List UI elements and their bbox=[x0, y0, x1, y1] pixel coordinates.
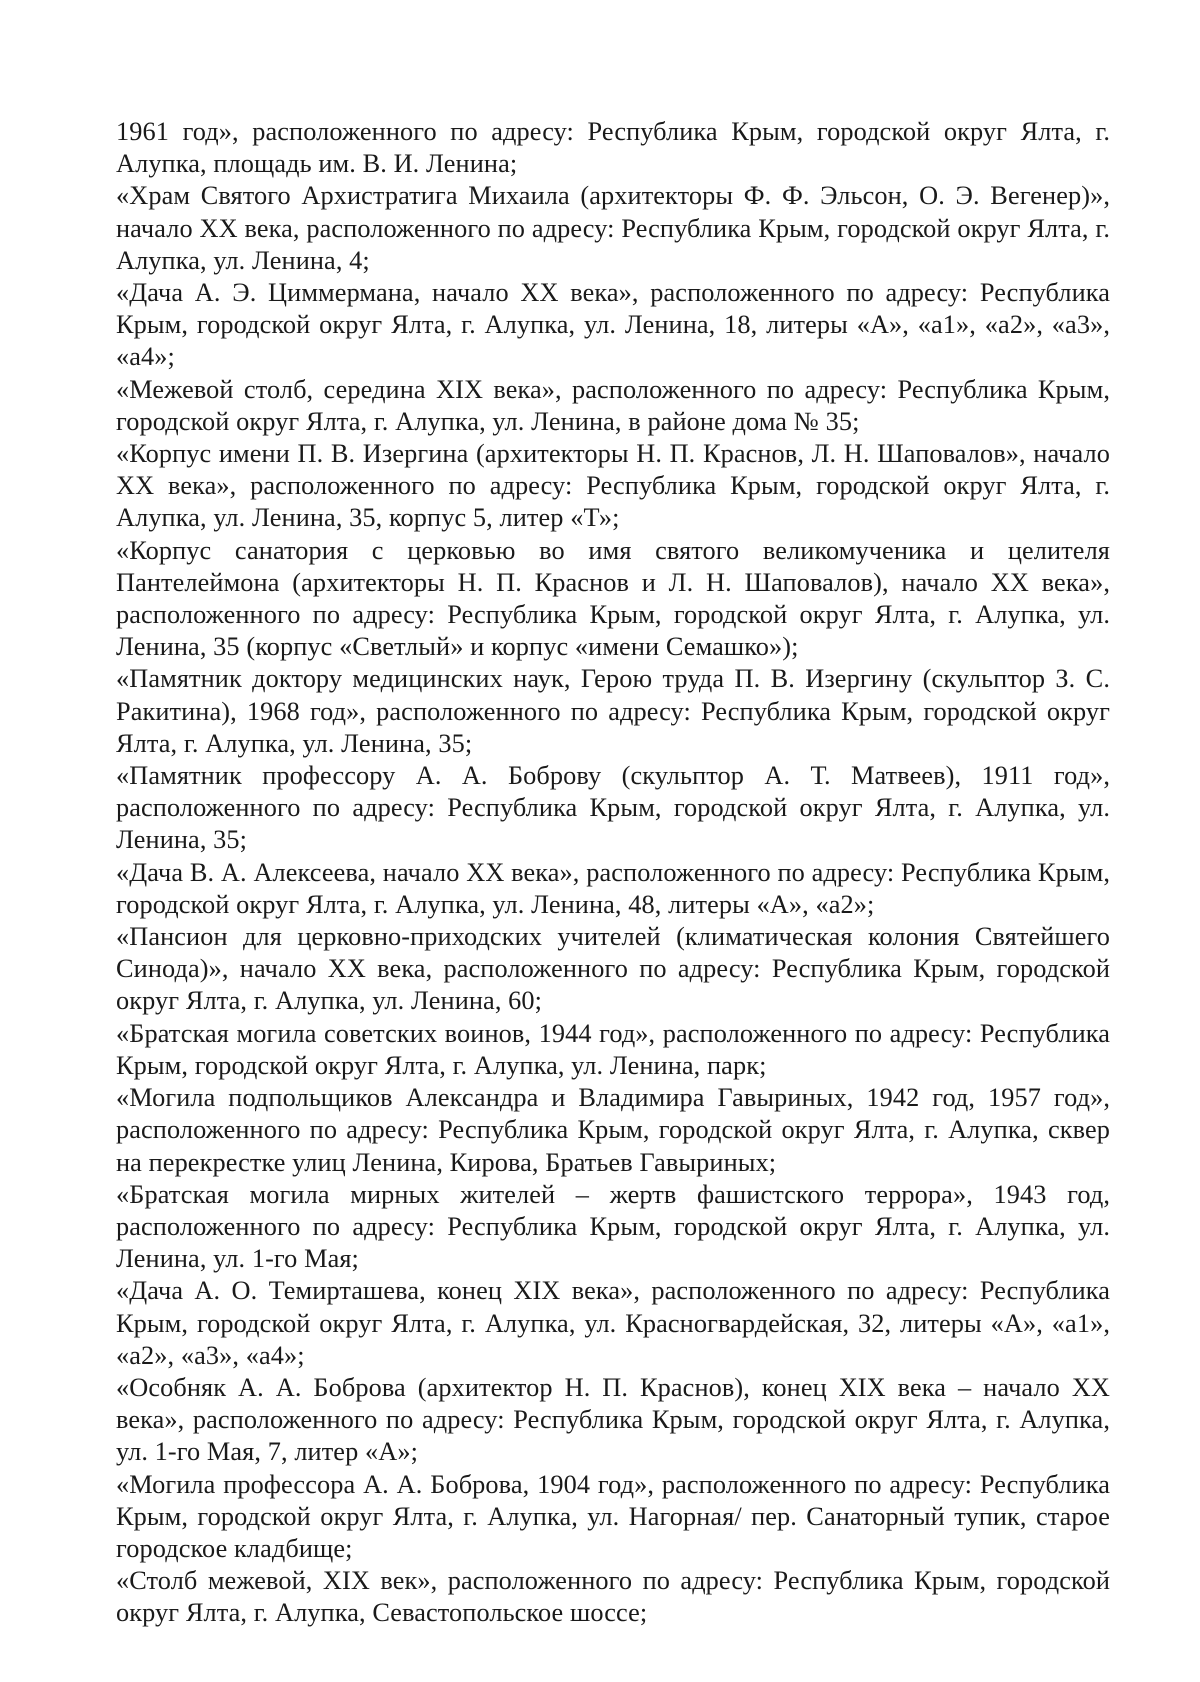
entry-boundary-pillar-lenin-35: «Межевой столб, середина XIX века», расположенного по адресу: Республика Крым, городской округ Ялта, г. Алупка, ул. Ленина, в районе дома № 35; bbox=[116, 374, 1110, 436]
entry-sanatorium-church-panteleimon: «Корпус санатория с церковью во имя святого великомученика и целителя Пантелеймона (архитекторы Н. П. Краснов и Л. Н. Шаповалов), начало XX века», расположенного по адресу: Республика Крым, городской округ Ялта, г. Алупка, ул. Ленина, 35 (корпус «Светлый» и корпус «имени Семашко»); bbox=[116, 535, 1110, 662]
entry-izergin-building: «Корпус имени П. В. Изергина (архитекторы Н. П. Краснов, Л. Н. Шаповалов», начало XX века», расположенного по адресу: Республика Крым, городской округ Ялта, г. Алупка, ул. Ленина, 35, корпус 5, литер «Т»; bbox=[116, 439, 1110, 533]
entry-boundary-pillar-sevastopol-highway: «Столб межевой, XIX век», расположенного по адресу: Республика Крым, городской округ Ялта, г. Алупка, Севастопольское шоссе; bbox=[116, 1566, 1110, 1628]
entry-gavyriny-grave: «Могила подпольщиков Александра и Владимира Гавыриных, 1942 год, 1957 год», расположенного по адресу: Республика Крым, городской округ Ялта, г. Алупка, сквер на перекрестке улиц Ленина, Кирова, Братьев Гавыриных; bbox=[116, 1083, 1110, 1177]
entry-alupka-lenin-square: 1961 год», расположенного по адресу: Республика Крым, городской округ Ялта, г. Алупка, площадь им. В. И. Ленина; bbox=[116, 117, 1110, 179]
entry-soviet-soldiers-grave: «Братская могила советских воинов, 1944 год», расположенного по адресу: Республика Крым, городской округ Ялта, г. Алупка, ул. Ленина, парк; bbox=[116, 1018, 1110, 1080]
entry-dacha-alekseev: «Дача В. А. Алексеева, начало XX века», расположенного по адресу: Республика Крым, городской округ Ялта, г. Алупка, ул. Ленина, 48, литеры «А», «а2»; bbox=[116, 857, 1110, 919]
entry-civilian-victims-grave: «Братская могила мирных жителей – жертв фашистского террора», 1943 год, расположенного по адресу: Республика Крым, городской округ Ялта, г. Алупка, ул. Ленина, ул. 1-го Мая; bbox=[116, 1179, 1110, 1274]
entry-teachers-pension: «Пансион для церковно-приходских учителей (климатическая колония Святейшего Синода)», начало XX века, расположенного по адресу: Республика Крым, городской округ Ялта, г. Алупка, ул. Ленина, 60; bbox=[116, 922, 1110, 1016]
entry-church-archangel-michael: «Храм Святого Архистратига Михаила (архитекторы Ф. Ф. Эльсон, О. Э. Вегенер)», начало XX века, расположенного по адресу: Республика Крым, городской округ Ялта, г. Алупка, ул. Ленина, 4; bbox=[116, 181, 1110, 275]
document-page bbox=[116, 116, 1110, 1630]
entry-dacha-temirtashev: «Дача А. О. Темирташева, конец XIX века», расположенного по адресу: Республика Крым, городской округ Ялта, г. Алупка, ул. Красногвардейская, 32, литеры «А», «а1», «а2», «а3», «а4»; bbox=[116, 1276, 1110, 1370]
entry-dacha-zimmermann: «Дача А. Э. Циммермана, начало XX века», расположенного по адресу: Республика Крым, городской округ Ялта, г. Алупка, ул. Ленина, 18, литеры «А», «а1», «а2», «а3», «а4»; bbox=[116, 278, 1110, 372]
entry-bobrov-grave: «Могила профессора А. А. Боброва, 1904 год», расположенного по адресу: Республика Крым, городской округ Ялта, г. Алупка, ул. Нагорная/ пер. Санаторный тупик, старое городское кладбище; bbox=[116, 1469, 1110, 1563]
entry-monument-izergin: «Памятник доктору медицинских наук, Герою труда П. В. Изергину (скульптор З. С. Ракитина), 1968 год», расположенного по адресу: Республика Крым, городской округ Ялта, г. Алупка, ул. Ленина, 35; bbox=[116, 664, 1110, 758]
entry-bobrov-mansion: «Особняк А. А. Боброва (архитектор Н. П. Краснов), конец XIX века – начало XX века», расположенного по адресу: Республика Крым, городской округ Ялта, г. Алупка, ул. 1-го Мая, 7, литер «А»; bbox=[116, 1372, 1110, 1467]
entry-monument-bobrov: «Памятник профессору А. А. Боброву (скульптор А. Т. Матвеев), 1911 год», расположенного по адресу: Республика Крым, городской округ Ялта, г. Алупка, ул. Ленина, 35; bbox=[116, 761, 1110, 855]
